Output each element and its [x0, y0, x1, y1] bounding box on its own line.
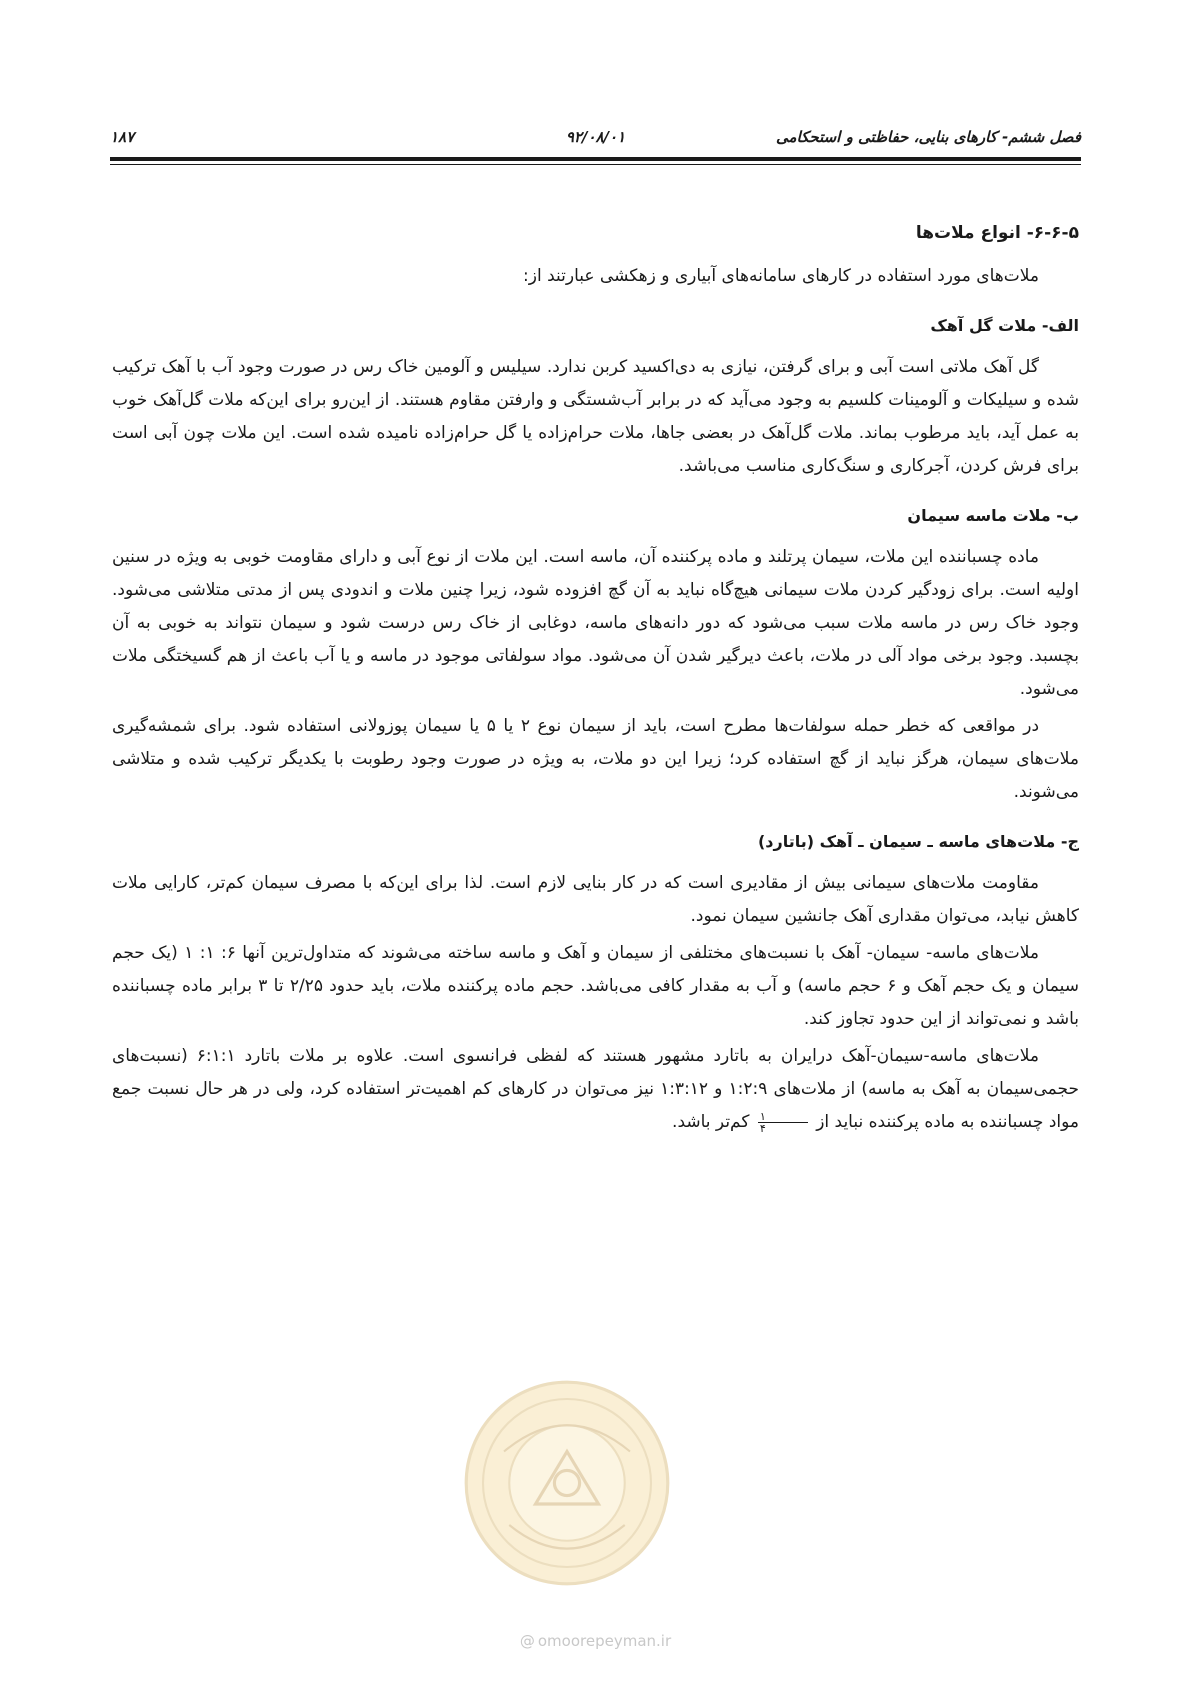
at-symbol: @ [519, 1632, 535, 1650]
paragraph-3-start: ملات‌های ماسه-سیمان-آهک درایران به باتارد مشهور هستند که لفظی فرانسوی است. علاوه بر ملات باتارد ۶:۱:۱ (نسبت‌های حجمی‌سیمان به آهک به ماسه) از ملات‌های ۱:۲:۹ و ۱:۳:۱۲ نیز می‌توان در کارهای کم اهمیت‌تر استفاده کرد، ولی در هر حال نسبت جمع مواد چسباننده به ماده پرکننده نباید از [112, 1046, 1079, 1132]
page-header [110, 128, 1081, 154]
subsection-b-heading: ب- ملات ماسه سیمان [907, 506, 1079, 525]
fraction-one-quarter [758, 1111, 808, 1134]
section-intro: ملات‌های مورد استفاده در کارهای سامانه‌های آبیاری و زهکشی عبارتند از: [523, 266, 1039, 286]
site-watermark [0, 1632, 1191, 1650]
subsection-c-paragraph-2: ملات‌های ماسه- سیمان- آهک با نسبت‌های مختلفی از سیمان و آهک و ماسه ساخته می‌شوند که متداول‌ترین آنها ۶: ۱: ۱ (یک حجم سیمان و یک حجم آهک و ۶ حجم ماسه) و آب به مقدار کافی می‌باشد. حجم ماده پرکننده ملات، باید حدود ۲/۲۵ تا ۳ برابر ماده چسباننده باشد و نمی‌تواند از این حدود تجاوز کند. [112, 943, 1079, 1029]
fraction-numerator: ۱ [758, 1111, 808, 1123]
fraction-denominator: ۴ [759, 1121, 766, 1135]
subsection-c-paragraph-1: مقاومت ملات‌های سیمانی بیش از مقادیری است که در کار بنایی لازم است. لذا برای این‌که با مصرف سیمان کم‌تر، کارایی ملات کاهش نیابد، می‌توان مقداری آهک جانشین سیمان نمود. [112, 873, 1079, 926]
subsection-a-paragraph-1: گل آهک ملاتی است آبی و برای گرفتن، نیازی به دی‌اکسید کربن ندارد. سیلیس و آلومین خاک رس در صورت وجود آب با آهک ترکیب شده و سیلیکات و آلومینات کلسیم به وجود می‌آید که در برابر آب‌شستگی و وارفتن مقاوم هستند. از این‌رو برای این‌که ملات گل‌آهک خوب به عمل آید، باید مرطوب بماند. ملات گل‌آهک در بعضی جاها، ملات حرام‌زاده یا گل حرام‌زاده نامیده شده است. این ملات چون آبی است برای فرش کردن، آجرکاری و سنگ‌کاری مناسب می‌باشد. [112, 357, 1079, 476]
header-rule-thin [110, 164, 1081, 165]
subsection-b-paragraph-2: در مواقعی که خطر حمله سولفات‌ها مطرح است، باید از سیمان نوع ۲ یا ۵ یا سیمان پوزولانی استفاده شود. برای شمشه‌گیری ملات‌های سیمان، هرگز نباید از گچ استفاده کرد؛ زیرا این دو ملات، به ویژه در صورت وجود رطوبت با یکدیگر ترکیب شده و متلاشی می‌شوند. [112, 716, 1079, 802]
chapter-title: فصل ششم- کارهای بنایی، حفاظتی و استحکامی [776, 128, 1081, 146]
header-date: ۹۲/۰۸/۰۱ [565, 128, 626, 146]
subsection-a-heading: الف- ملات گل آهک [930, 316, 1079, 335]
header-rule-thick [110, 157, 1081, 161]
section-heading: ۶-۶-۵- انواع ملات‌ها [915, 223, 1079, 243]
subsection-b-paragraph-1: ماده چسباننده این ملات، سیمان پرتلند و ماده پرکننده آن، ماسه است. این ملات از نوع آبی و دارای مقاومت خوبی به ویژه در سنین اولیه است. برای زودگیر کردن ملات سیمانی هیچ‌گاه نباید به آن گچ افزوده شود، زیرا چنین ملات و اندودی پس از مدتی متلاشی می‌شود. وجود خاک رس در ماسه ملات سبب می‌شود که دور دانه‌های ماسه، دوغابی از خاک رس درست شود و سیمان نتواند به خوبی به آن بچسبد. وجود برخی مواد آلی در ملات، باعث دیرگیر شدن آن می‌شود. مواد سولفاتی موجود در ماسه و یا آب باعث از هم گسیختگی ملات می‌شود. [112, 547, 1079, 699]
seal-watermark-icon [462, 1378, 672, 1588]
watermark-site: omoorepeyman.ir [537, 1632, 672, 1650]
page-number: ۱۸۷ [110, 128, 135, 146]
paragraph-3-end: کم‌تر باشد. [672, 1112, 750, 1132]
document-body [112, 218, 1079, 1139]
subsection-c-paragraph-3 [112, 1040, 1079, 1139]
subsection-c-heading: ج- ملات‌های ماسه ـ سیمان ـ آهک (باتارد) [757, 832, 1079, 851]
